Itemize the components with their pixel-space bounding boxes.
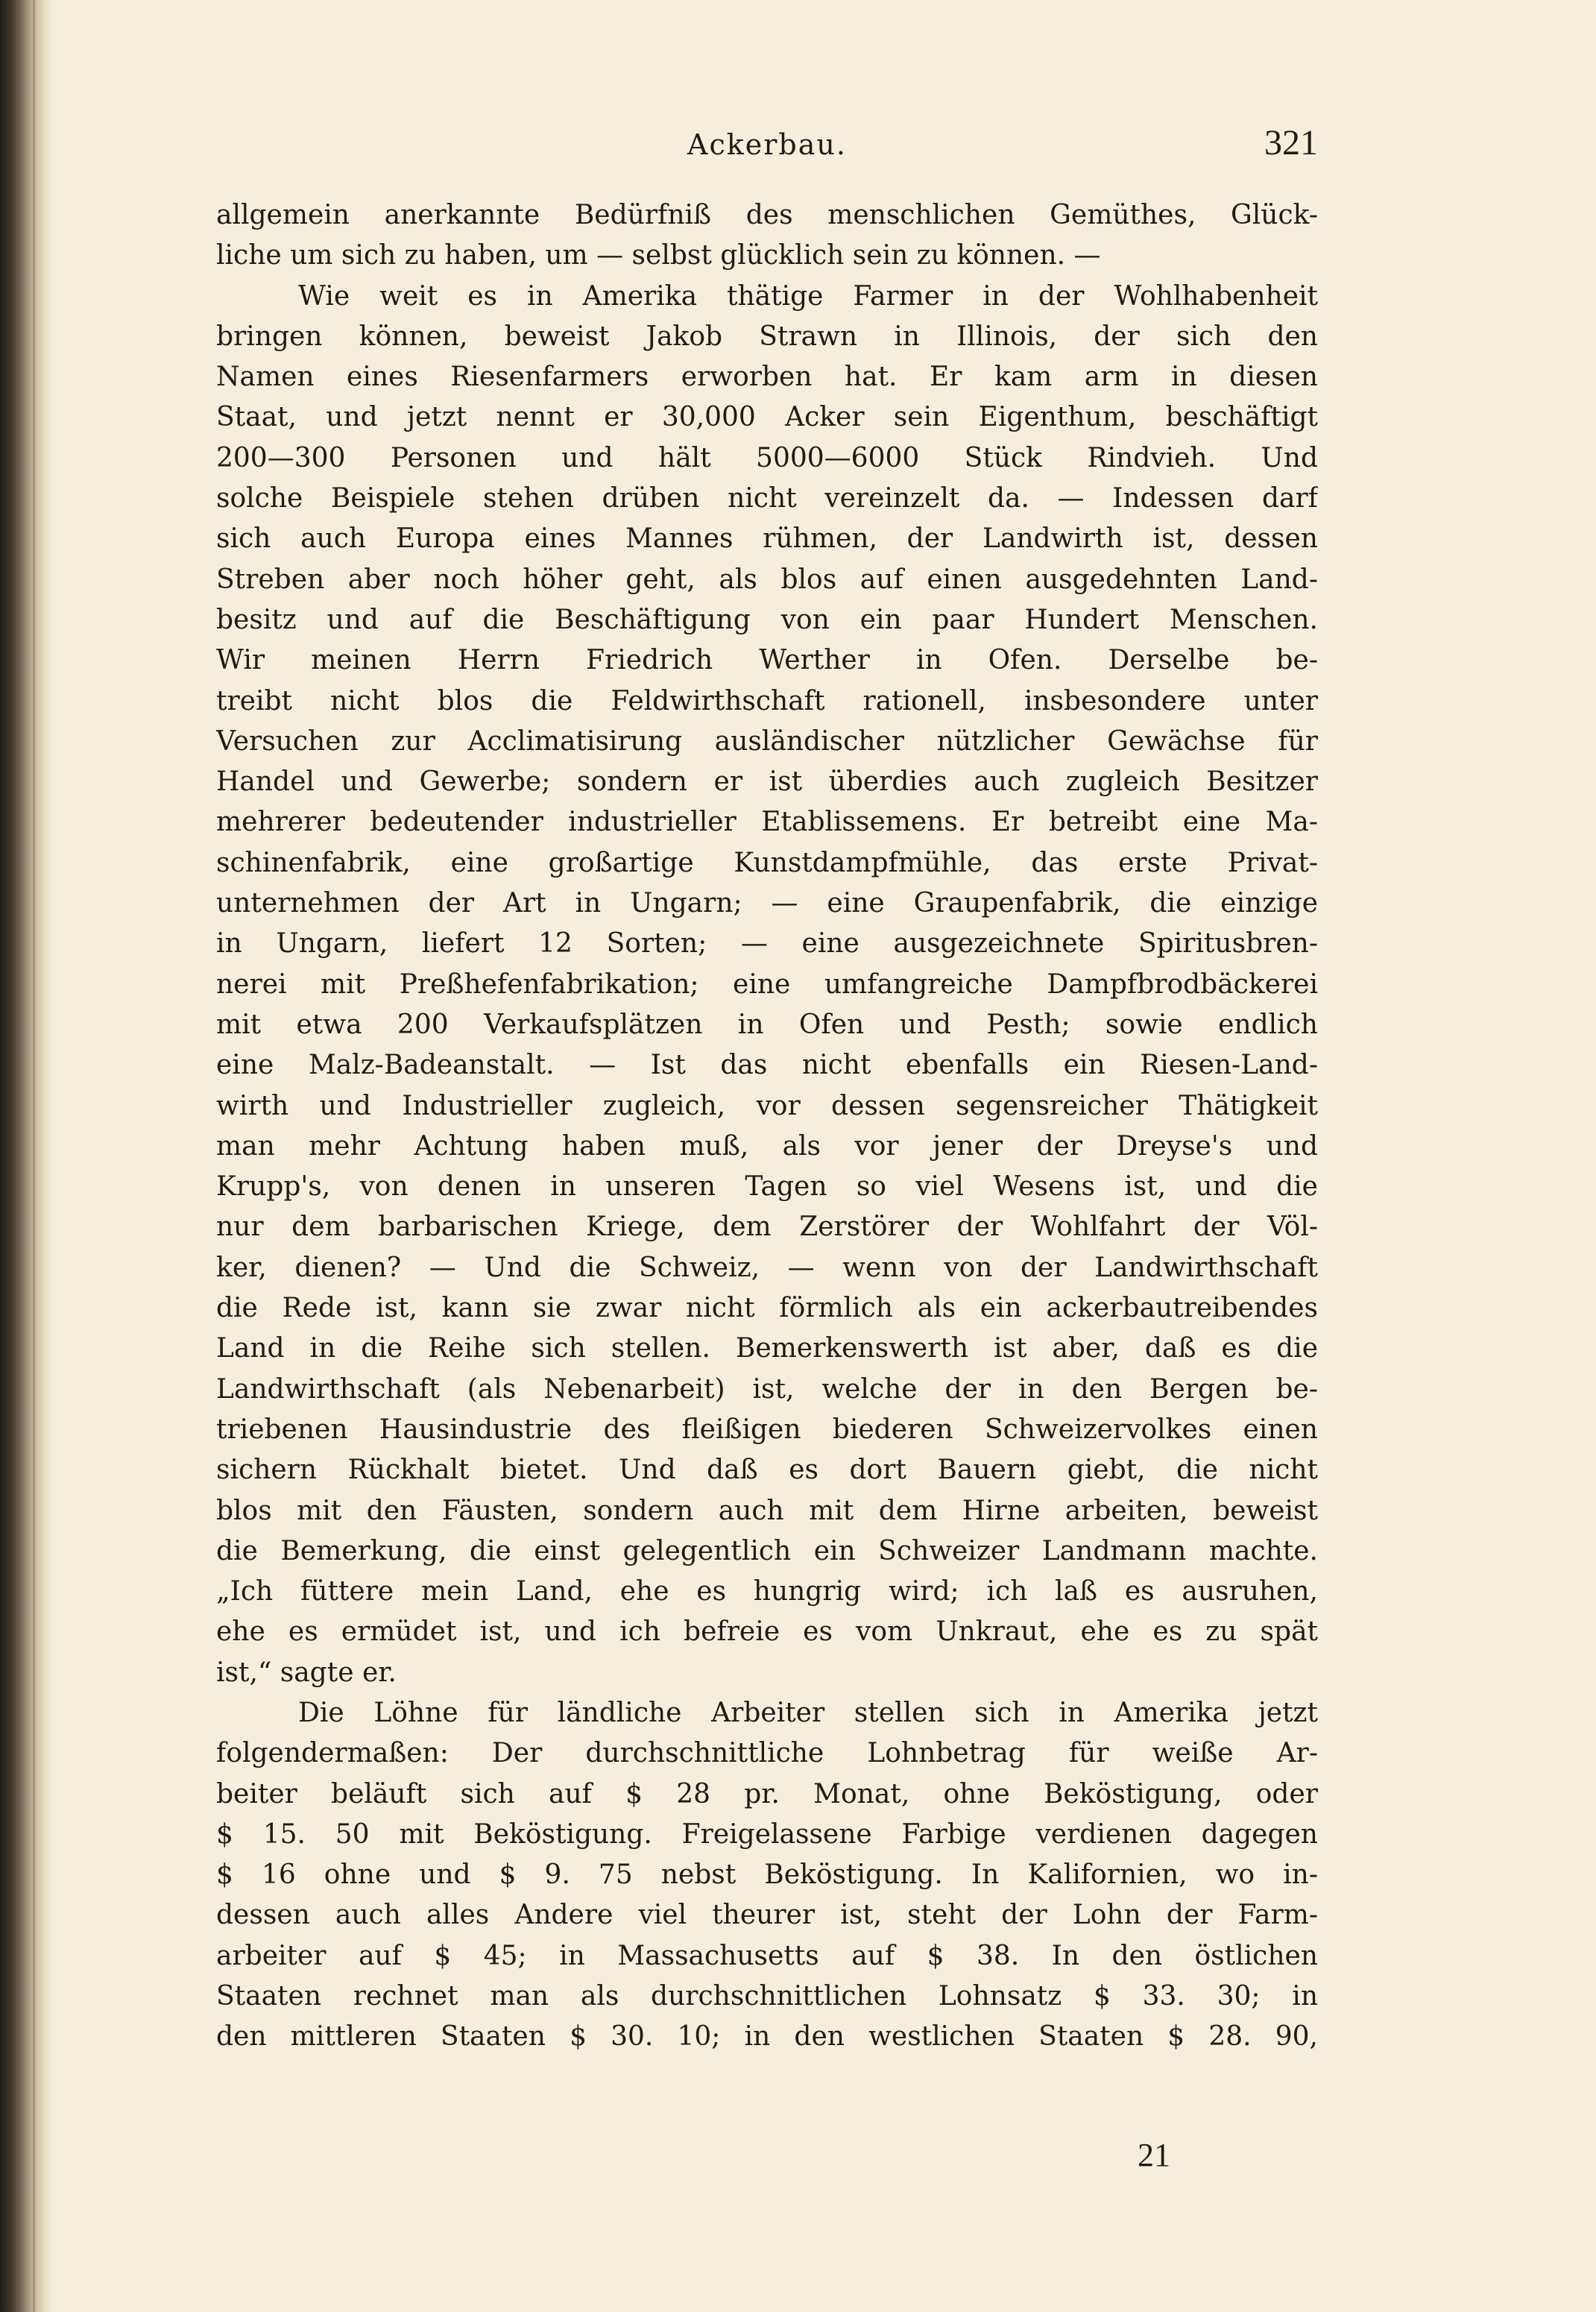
text-line: $ 16 ohne und $ 9. 75 nebst Beköstigung. In Kalifornien, wo in- bbox=[216, 1859, 1318, 1891]
text-line: Namen eines Riesenfarmers erworben hat. Er kam arm in diesen bbox=[216, 362, 1318, 393]
text-line: in Ungarn, liefert 12 Sorten; — eine ausgezeichnete Spiritusbren- bbox=[216, 928, 1318, 960]
page-header bbox=[216, 119, 1318, 171]
text-line: solche Beispiele stehen drüben nicht vereinzelt da. — Indessen darf bbox=[216, 483, 1318, 514]
text-line: ist,“ sagte er. bbox=[216, 1657, 397, 1688]
text-line: Staaten rechnet man als durchschnittlichen Lohnsatz $ 33. 30; in bbox=[216, 1981, 1318, 2012]
text-line: blos mit den Fäusten, sondern auch mit dem Hirne arbeiten, beweist bbox=[216, 1495, 1318, 1526]
text-line: Streben aber noch höher geht, als blos auf einen ausgedehnten Land- bbox=[216, 564, 1318, 595]
page-gutter-line bbox=[33, 0, 35, 2312]
text-line: Landwirthschaft (als Nebenarbeit) ist, welche der in den Bergen be- bbox=[216, 1373, 1318, 1405]
text-line: allgemein anerkannte Bedürfniß des menschlichen Gemüthes, Glück- bbox=[216, 200, 1318, 230]
text-line: mit etwa 200 Verkaufsplätzen in Ofen und Pesth; sowie endlich bbox=[216, 1009, 1318, 1040]
text-line: bringen können, beweist Jakob Strawn in Illinois, der sich den bbox=[216, 321, 1318, 352]
text-line: arbeiter auf $ 45; in Massachusetts auf $ 38. In den östlichen bbox=[216, 1940, 1318, 1971]
text-line: folgendermaßen: Der durchschnittliche Lohnbetrag für weiße Ar- bbox=[216, 1738, 1318, 1769]
text-line: beiter beläuft sich auf $ 28 pr. Monat, ohne Beköstigung, oder bbox=[216, 1778, 1318, 1809]
text-line: Handel und Gewerbe; sondern er ist überdies auch zugleich Besitzer bbox=[216, 766, 1318, 798]
text-line: nur dem barbarischen Kriege, dem Zerstörer der Wohlfahrt der Völ- bbox=[216, 1212, 1318, 1243]
text-line: besitz und auf die Beschäftigung von ein paar Hundert Menschen. bbox=[216, 604, 1318, 635]
text-line: liche um sich zu haben, um — selbst glücklich sein zu können. — bbox=[216, 240, 1101, 271]
body-text bbox=[216, 195, 1318, 2058]
text-line: triebenen Hausindustrie des fleißigen biederen Schweizervolkes einen bbox=[216, 1414, 1318, 1445]
text-line: man mehr Achtung haben muß, als vor jener der Dreyse's und bbox=[216, 1130, 1318, 1162]
text-line: wirth und Industrieller zugleich, vor dessen segensreicher Thätigkeit bbox=[216, 1090, 1318, 1121]
text-line: nerei mit Preßhefenfabrikation; eine umfangreiche Dampfbrodbäckerei bbox=[216, 968, 1318, 1000]
text-line: ehe es ermüdet ist, und ich befreie es vom Unkraut, ehe es zu spät bbox=[216, 1616, 1318, 1648]
page-gutter-shadow bbox=[0, 0, 52, 2312]
text-line: den mittleren Staaten $ 30. 10; in den westlichen Staaten $ 28. 90, bbox=[216, 2021, 1318, 2053]
text-line: Krupp's, von denen in unseren Tagen so viel Wesens ist, und die bbox=[216, 1171, 1318, 1203]
signature-mark: 21 bbox=[1138, 2137, 1170, 2173]
text-line: Die Löhne für ländliche Arbeiter stellen sich in Amerika jetzt bbox=[298, 1697, 1318, 1728]
text-line: 200—300 Personen und hält 5000—6000 Stück Rindvieh. Und bbox=[216, 442, 1318, 473]
text-line: dessen auch alles Andere viel theurer ist, steht der Lohn der Farm- bbox=[216, 1900, 1318, 1931]
page-number: 321 bbox=[1264, 123, 1318, 163]
text-line: unternehmen der Art in Ungarn; — eine Graupenfabrik, die einzige bbox=[216, 888, 1318, 919]
text-line: treibt nicht blos die Feldwirthschaft rationell, insbesondere unter bbox=[216, 685, 1318, 716]
text-line: $ 15. 50 mit Beköstigung. Freigelassene Farbige verdienen dagegen bbox=[216, 1818, 1318, 1850]
text-line: eine Malz-Badeanstalt. — Ist das nicht ebenfalls ein Riesen-Land- bbox=[216, 1050, 1318, 1081]
text-line: die Rede ist, kann sie zwar nicht förmlich als ein ackerbautreibendes bbox=[216, 1293, 1318, 1324]
running-head: Ackerbau. bbox=[687, 128, 847, 161]
text-line: die Bemerkung, die einst gelegentlich ein Schweizer Landmann machte. bbox=[216, 1535, 1318, 1566]
text-line: mehrerer bedeutender industrieller Etablissemens. Er betreibt eine Ma- bbox=[216, 807, 1318, 838]
text-line: Wie weit es in Amerika thätige Farmer in der Wohlhabenheit bbox=[298, 280, 1318, 312]
text-line: Land in die Reihe sich stellen. Bemerkenswerth ist aber, daß es die bbox=[216, 1333, 1318, 1364]
text-line: sich auch Europa eines Mannes rühmen, der Landwirth ist, dessen bbox=[216, 523, 1318, 555]
text-line: Wir meinen Herrn Friedrich Werther in Ofen. Derselbe be- bbox=[216, 645, 1318, 676]
text-line: ker, dienen? — Und die Schweiz, — wenn von der Landwirthschaft bbox=[216, 1252, 1318, 1283]
text-line: schinenfabrik, eine großartige Kunstdampfmühle, das erste Privat- bbox=[216, 847, 1318, 878]
text-line: sichern Rückhalt bietet. Und daß es dort Bauern giebt, die nicht bbox=[216, 1455, 1318, 1486]
text-line: Staat, und jetzt nennt er 30,000 Acker sein Eigenthum, beschäftigt bbox=[216, 402, 1318, 433]
text-line: „Ich füttere mein Land, ehe es hungrig wird; ich laß es ausruhen, bbox=[216, 1576, 1318, 1607]
text-line: Versuchen zur Acclimatisirung ausländischer nützlicher Gewächse für bbox=[216, 725, 1318, 757]
